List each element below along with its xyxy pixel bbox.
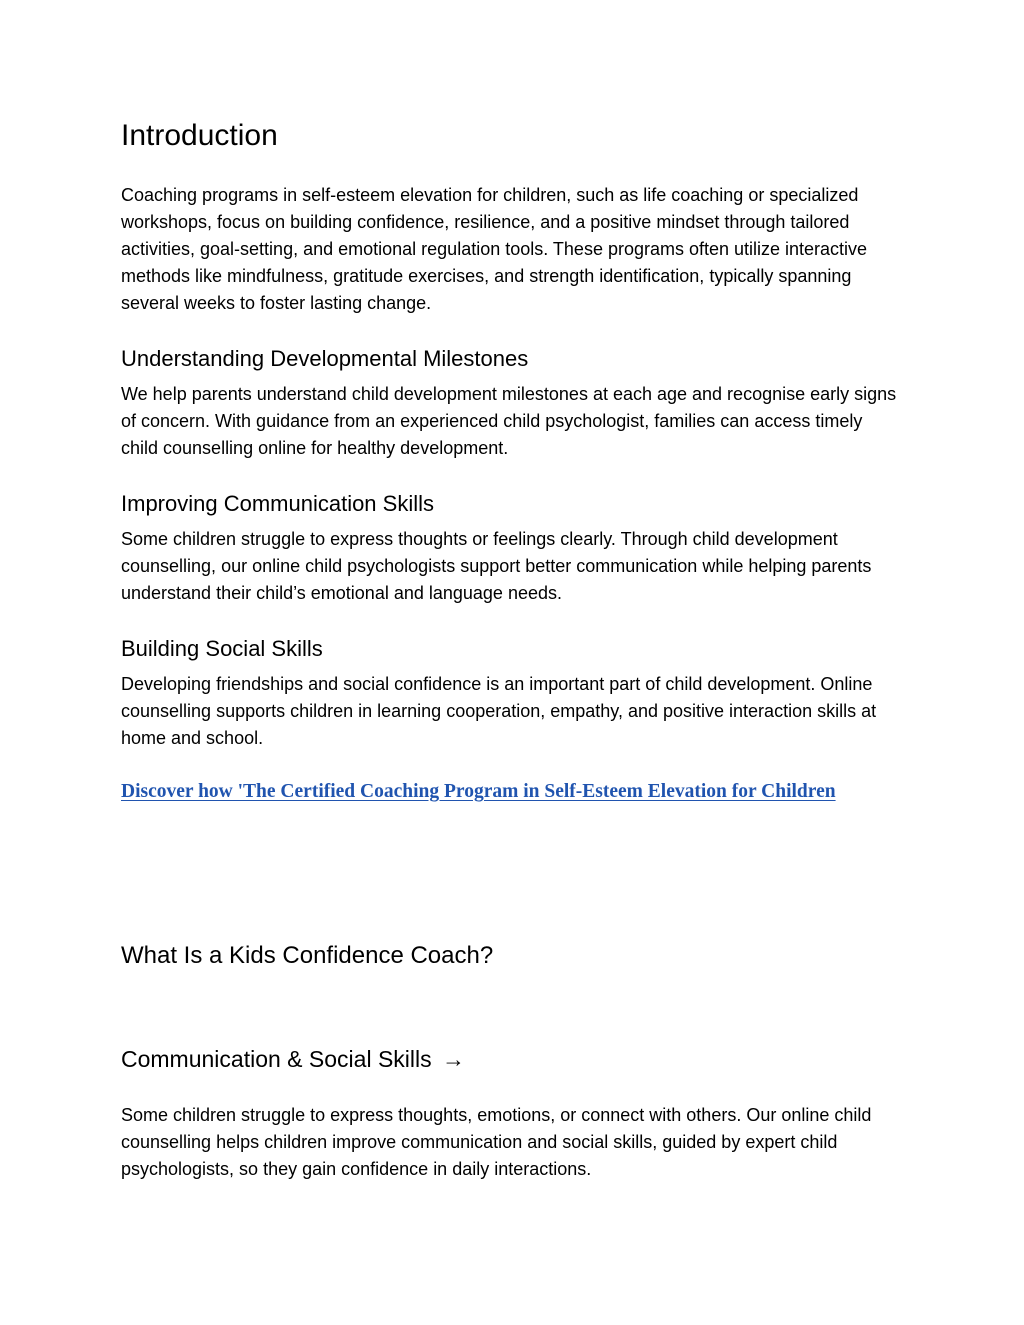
- section-paragraph-developmental-milestones: We help parents understand child development milestones at each age and recognise early signs of concern. With guidance from an experienced child psychologist, families can access timely child counselling online for healthy development.: [121, 384, 897, 458]
- communication-social-skills-heading: [121, 1046, 899, 1073]
- arrow-heading-label: Communication & Social Skills: [121, 1046, 432, 1072]
- section-heading-social-skills: Building Social Skills: [121, 636, 323, 661]
- page-title: Introduction: [121, 119, 278, 152]
- section-heading-developmental-milestones: Understanding Developmental Milestones: [121, 346, 529, 371]
- closing-paragraph: Some children struggle to express thoughts, emotions, or connect with others. Our online child counselling helps children improve communication and social skills, guided by expert child psychologists, so they gain confidence in daily interactions.: [121, 1105, 872, 1179]
- intro-paragraph: Coaching programs in self-esteem elevation for children, such as life coaching or specialized workshops, focus on building confidence, resilience, and a positive mindset through tailored activities, goal-setting, and emotional regulation tools. These programs often utilize interactive methods like mindfulness, gratitude exercises, and strength identification, typically spanning several weeks to foster lasting change.: [121, 185, 868, 313]
- kids-confidence-coach-heading: What Is a Kids Confidence Coach?: [121, 942, 494, 969]
- right-arrow-icon: →: [442, 1046, 466, 1072]
- section-communication-skills: [121, 491, 899, 607]
- section-paragraph-social-skills: Developing friendships and social confidence is an important part of child development. Online counselling supports children in learning cooperation, empathy, and positive interaction skills at home and school.: [121, 674, 877, 748]
- section-social-skills: [121, 636, 899, 752]
- section-developmental-milestones: [121, 346, 899, 462]
- section-paragraph-communication-skills: Some children struggle to express thoughts or feelings clearly. Through child development counselling, our online child psychologists support better communication while helping parents understand their child’s emotional and language needs.: [121, 529, 872, 603]
- link-paragraph: [121, 781, 899, 804]
- section-heading-communication-skills: Improving Communication Skills: [121, 491, 434, 516]
- coaching-program-link[interactable]: Discover how 'The Certified Coaching Program in Self-Esteem Elevation for Children: [121, 781, 836, 802]
